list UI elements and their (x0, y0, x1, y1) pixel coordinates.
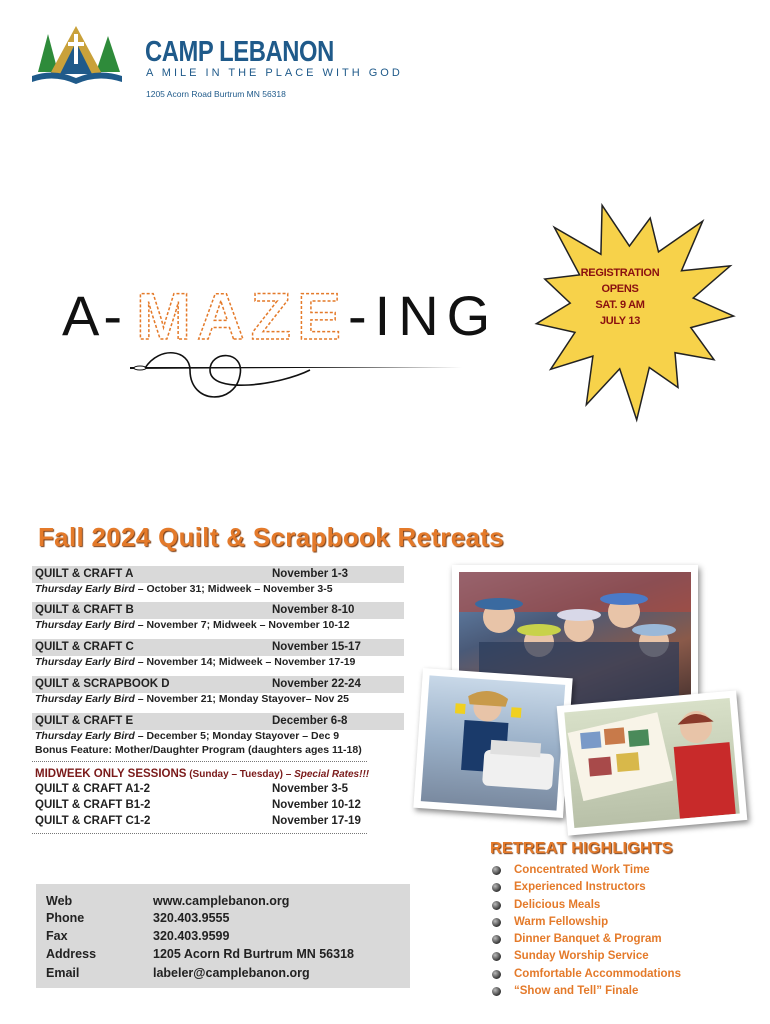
midweek-session-name: QUILT & CRAFT C1-2 (35, 815, 151, 827)
list-item (492, 950, 681, 967)
midweek-row (35, 799, 375, 811)
session-detail-text: – October 31; Midweek – November 3-5 (134, 583, 333, 595)
phone-value: 320.403.9555 (153, 911, 230, 925)
contact-row-fax (46, 929, 230, 943)
session-bar-b (32, 602, 404, 619)
brand-tagline: A MILE IN THE PLACE WITH GOD (146, 67, 403, 79)
session-dates: December 6-8 (272, 715, 348, 727)
session-dates: November 1-3 (272, 568, 349, 580)
divider (32, 833, 367, 834)
bonus-feature: Bonus Feature: Mother/Daughter Program (daughters ages 11-18) (35, 744, 362, 756)
session-name: QUILT & CRAFT E (35, 715, 134, 727)
midweek-row (35, 815, 375, 827)
contact-row-web (46, 894, 290, 908)
thread-icon (145, 353, 310, 397)
early-bird-label: Thursday Early Bird (35, 583, 135, 595)
midweek-heading (35, 768, 369, 780)
session-name: QUILT & SCRAPBOOK D (35, 678, 170, 690)
bullet-icon (492, 935, 501, 944)
badge-line-4: JULY 13 (599, 315, 641, 327)
badge-line-2: OPENS (601, 283, 639, 295)
badge-line-1: REGISTRATION (580, 267, 660, 279)
photo-scrapbook (557, 690, 748, 835)
session-name: QUILT & CRAFT C (35, 641, 134, 653)
session-detail-c (35, 656, 355, 668)
session-detail-a (35, 583, 333, 595)
contact-label: Phone (46, 911, 85, 925)
early-bird-label: Thursday Early Bird (35, 656, 135, 668)
midweek-session-name: QUILT & CRAFT B1-2 (35, 799, 151, 811)
list-item (492, 881, 681, 898)
highlights-title: RETREAT HIGHLIGHTS (490, 840, 673, 857)
contact-label: Web (46, 894, 73, 908)
contact-box (36, 884, 410, 988)
bullet-icon (492, 866, 501, 875)
website-link[interactable]: www.camplebanon.org (153, 894, 290, 908)
title-maze-text: MAZE (136, 279, 347, 353)
session-detail-e (35, 730, 339, 742)
list-item (492, 899, 681, 916)
contact-label: Address (46, 947, 97, 961)
contact-row-phone (46, 911, 230, 925)
bullet-icon (492, 987, 501, 996)
session-bar-a (32, 566, 404, 583)
highlight-text: Warm Fellowship (514, 915, 609, 928)
needle-icon (130, 367, 462, 369)
midweek-note: (Sunday – Tuesday) – (186, 769, 295, 780)
contact-row-email (46, 966, 310, 980)
session-name: QUILT & CRAFT B (35, 604, 134, 616)
bullet-icon (492, 952, 501, 961)
midweek-row (35, 783, 375, 795)
highlight-text: Sunday Worship Service (514, 950, 649, 963)
list-item (492, 985, 681, 1002)
list-item (492, 933, 681, 950)
title-right-text: -ING (348, 284, 499, 347)
session-dates: November 22-24 (272, 678, 361, 690)
brand-name: CAMP LEBANON (145, 36, 334, 68)
highlight-text: Dinner Banquet & Program (514, 933, 662, 946)
midweek-session-name: QUILT & CRAFT A1-2 (35, 783, 150, 795)
session-bar-d (32, 676, 404, 693)
retreats-title: Fall 2024 Quilt & Scrapbook Retreats (38, 522, 504, 552)
session-detail-text: – November 14; Midweek – November 17-19 (134, 656, 356, 668)
address-value: 1205 Acorn Rd Burtrum MN 56318 (153, 947, 354, 961)
title-left-text: A- (62, 284, 126, 347)
contact-label: Fax (46, 929, 68, 943)
list-item (492, 916, 681, 933)
early-bird-label: Thursday Early Bird (35, 693, 135, 705)
divider (32, 761, 367, 762)
bullet-icon (492, 883, 501, 892)
bullet-icon (492, 918, 501, 927)
session-detail-text: – November 21; Monday Stayover– Nov 25 (134, 693, 349, 705)
bullet-icon (492, 970, 501, 979)
highlight-text: Concentrated Work Time (514, 864, 650, 876)
contact-label: Email (46, 966, 80, 980)
early-bird-label: Thursday Early Bird (35, 730, 135, 742)
list-item (492, 864, 681, 881)
session-dates: November 15-17 (272, 641, 361, 653)
highlight-text: Comfortable Accommodations (514, 967, 681, 980)
session-dates: November 8-10 (272, 604, 355, 616)
highlight-text: “Show and Tell” Finale (514, 985, 639, 998)
midweek-session-dates: November 17-19 (272, 815, 361, 827)
session-detail-text: – November 7; Midweek – November 10-12 (134, 619, 350, 631)
session-detail-b (35, 619, 350, 631)
midweek-session-dates: November 10-12 (272, 799, 361, 811)
header-address: 1205 Acorn Road Burtrum MN 56318 (146, 89, 286, 99)
email-link[interactable]: labeler@camplebanon.org (153, 966, 310, 980)
bullet-icon (492, 901, 501, 910)
midweek-rates: Special Rates!!! (294, 769, 370, 780)
midweek-session-dates: November 3-5 (272, 783, 349, 795)
amazing-title-graphic (60, 275, 500, 415)
session-name: QUILT & CRAFT A (35, 568, 134, 580)
camp-lebanon-logo-icon (26, 20, 126, 90)
contact-row-address (46, 947, 354, 961)
badge-line-3: SAT. 9 AM (595, 299, 645, 311)
midweek-label: MIDWEEK ONLY SESSIONS (35, 768, 187, 780)
highlight-text: Experienced Instructors (514, 881, 646, 894)
highlight-text: Delicious Meals (514, 898, 601, 911)
list-item (492, 968, 681, 985)
session-detail-text: – December 5; Monday Stayover – Dec 9 (134, 730, 340, 742)
session-bar-c (32, 639, 404, 656)
registration-badge-text (560, 265, 680, 329)
session-bar-e (32, 713, 404, 730)
highlights-list (492, 864, 681, 1002)
fax-value: 320.403.9599 (153, 929, 230, 943)
photo-sewing (413, 668, 572, 818)
session-detail-d (35, 693, 349, 705)
early-bird-label: Thursday Early Bird (35, 619, 135, 631)
